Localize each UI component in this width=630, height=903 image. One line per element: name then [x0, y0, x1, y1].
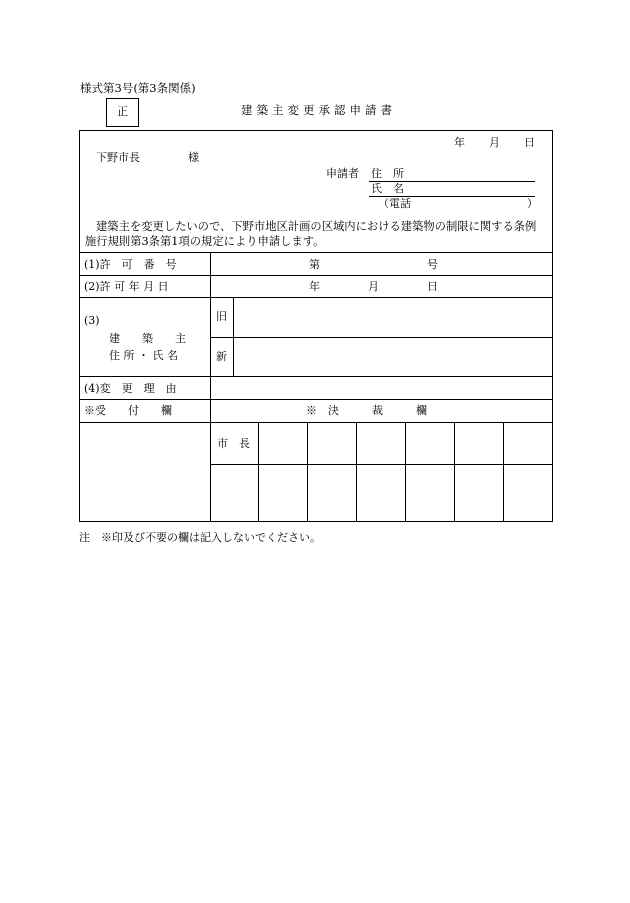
applicant-label: 申請者: [326, 167, 359, 180]
page-title: 建築主変更承認申請書: [241, 103, 396, 117]
permit-date-day: 日: [427, 280, 438, 293]
body-text-line1: 建築主を変更したいので、下野市地区計画の区域内における建築物の制限に関する条例: [96, 220, 537, 233]
form-number: 様式第3号(第3条関係): [80, 81, 196, 95]
date-day: 日: [524, 136, 535, 149]
permit-number-label: (1)許 可 番 号: [84, 258, 177, 271]
rule-decision-col2: [307, 422, 308, 522]
date-month: 月: [489, 136, 500, 149]
permit-number-prefix: 第: [309, 258, 320, 271]
rule-decision-col6: [503, 422, 504, 522]
owner-old-field[interactable]: [234, 298, 552, 336]
rule-row2-top: [79, 275, 553, 276]
owner-new-field[interactable]: [234, 338, 552, 375]
owner-number: (3): [84, 314, 100, 327]
rule-decision-col5: [454, 422, 455, 522]
addressee-name: 下野市長: [96, 151, 140, 164]
owner-label-line1: 建 築 主: [109, 332, 186, 345]
reception-label: ※受 付 欄: [84, 404, 172, 417]
rule-decision-col3: [356, 422, 357, 522]
mayor-label: 市 長: [217, 437, 250, 450]
rule-row5-top: [79, 399, 553, 400]
applicant-phone-open: （電話: [378, 197, 411, 210]
applicant-name-label: 氏 名: [371, 182, 404, 195]
permit-date-label: (2)許 可 年 月 日: [84, 280, 169, 293]
permit-number-suffix: 号: [427, 258, 438, 271]
rule-decision-mid: [210, 464, 553, 465]
permit-date-year: 年: [309, 280, 320, 293]
decision-label: ※ 決 裁 欄: [306, 404, 427, 417]
date-year: 年: [454, 136, 465, 149]
rule-decision-col4: [405, 422, 406, 522]
footnote: 注 ※印及び不要の欄は記入しないでください。: [79, 531, 321, 544]
body-text-line2: 施行規則第3条第1項の規定により申請します。: [85, 235, 325, 248]
rule-row6-top: [79, 422, 553, 423]
permit-date-month: 月: [368, 280, 379, 293]
applicant-phone-close: ）: [527, 197, 538, 210]
reason-field[interactable]: [211, 377, 552, 398]
reason-label: (4)変 更 理 由: [84, 382, 177, 395]
rule-decision-col1: [258, 422, 259, 522]
original-stamp-label: 正: [117, 105, 128, 118]
rule-row1-top: [79, 252, 553, 253]
owner-new-label: 新: [216, 350, 227, 363]
applicant-address-label: 住 所: [371, 167, 404, 180]
owner-old-label: 旧: [216, 310, 227, 323]
owner-label-line2: 住 所 ・ 氏 名: [109, 349, 178, 362]
addressee-honorific: 様: [188, 151, 199, 164]
